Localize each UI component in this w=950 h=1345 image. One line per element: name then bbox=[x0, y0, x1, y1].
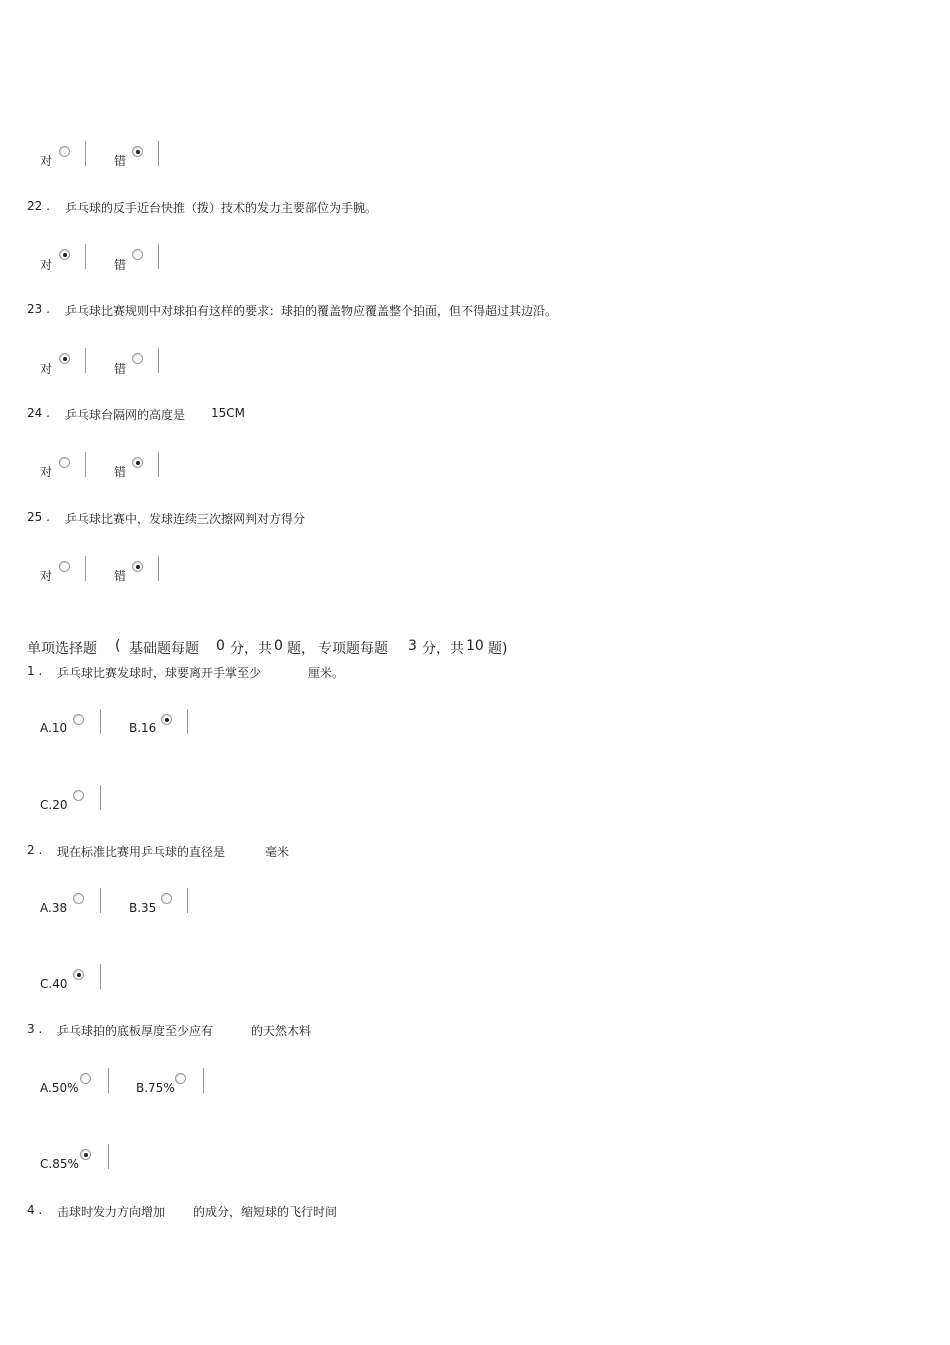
option-c-radio[interactable] bbox=[80, 1149, 91, 1160]
false-option-label: 错 bbox=[114, 569, 127, 583]
question-text: 乒乓球比赛规则中对球拍有这样的要求：球拍的覆盖物应覆盖整个拍面，但不得超过其边沿。 bbox=[65, 304, 558, 318]
true-radio[interactable] bbox=[59, 353, 70, 364]
divider bbox=[158, 452, 159, 477]
divider bbox=[158, 141, 159, 166]
question-number: 24 . bbox=[27, 406, 50, 420]
option-a-label: A.10 bbox=[40, 721, 68, 735]
divider bbox=[85, 348, 86, 373]
question-text: 乒乓球比赛发球时，球要离开手掌至少 bbox=[57, 666, 262, 680]
option-c-radio[interactable] bbox=[73, 969, 84, 980]
divider bbox=[85, 244, 86, 269]
divider bbox=[158, 244, 159, 269]
basic-count: 0 bbox=[274, 638, 283, 654]
false-option-label: 错 bbox=[114, 465, 127, 479]
option-a-radio[interactable] bbox=[80, 1073, 91, 1084]
question-suffix: 的天然木料 bbox=[251, 1024, 312, 1038]
question-text: 乒乓球的反手近台快推（拨）技术的发力主要部位为手腕。 bbox=[65, 201, 378, 215]
divider bbox=[85, 141, 86, 166]
question-text: 乒乓球拍的底板厚度至少应有 bbox=[57, 1024, 214, 1038]
false-radio[interactable] bbox=[132, 457, 143, 468]
false-radio[interactable] bbox=[132, 353, 143, 364]
true-option-label: 对 bbox=[40, 569, 53, 583]
option-a-label: A.38 bbox=[40, 901, 68, 915]
true-radio[interactable] bbox=[59, 561, 70, 572]
option-b-radio[interactable] bbox=[161, 714, 172, 725]
question-text: 乒乓球台隔网的高度是 bbox=[65, 408, 186, 422]
special-score: 3 bbox=[408, 638, 417, 654]
true-radio[interactable] bbox=[59, 249, 70, 260]
divider bbox=[187, 709, 188, 734]
question-suffix: 的成分，缩短球的飞行时间 bbox=[193, 1205, 338, 1219]
question-number: 22 . bbox=[27, 199, 50, 213]
option-c-label: C.40 bbox=[40, 977, 68, 991]
option-b-radio[interactable] bbox=[175, 1073, 186, 1084]
true-radio[interactable] bbox=[59, 457, 70, 468]
section-title: 单项选择题 bbox=[27, 641, 97, 657]
basic-score: 0 bbox=[216, 638, 225, 654]
false-radio[interactable] bbox=[132, 249, 143, 260]
section-paren-open: ( bbox=[115, 638, 121, 654]
special-mid: 分，共 bbox=[422, 641, 464, 657]
option-c-label: C.85% bbox=[40, 1157, 79, 1171]
false-option-label: 错 bbox=[114, 362, 127, 376]
true-option-label: 对 bbox=[40, 154, 53, 168]
question-suffix: 厘米。 bbox=[308, 666, 345, 680]
special-count: 10 bbox=[466, 638, 484, 654]
true-option-label: 对 bbox=[40, 258, 53, 272]
option-c-label: C.20 bbox=[40, 798, 68, 812]
false-radio[interactable] bbox=[132, 561, 143, 572]
divider bbox=[158, 348, 159, 373]
true-option-label: 对 bbox=[40, 465, 53, 479]
divider bbox=[100, 888, 101, 913]
question-text: 击球时发力方向增加 bbox=[57, 1205, 166, 1219]
question-text: 现在标准比赛用乒乓球的直径是 bbox=[57, 845, 226, 859]
question-number: 25 . bbox=[27, 510, 50, 524]
false-radio[interactable] bbox=[132, 146, 143, 157]
divider bbox=[100, 964, 101, 989]
divider bbox=[108, 1068, 109, 1093]
question-number: 1 . bbox=[27, 664, 43, 678]
true-option-label: 对 bbox=[40, 362, 53, 376]
divider bbox=[108, 1144, 109, 1169]
divider bbox=[100, 709, 101, 734]
divider bbox=[158, 556, 159, 581]
divider bbox=[85, 452, 86, 477]
question-suffix: 毫米 bbox=[265, 845, 290, 859]
false-option-label: 错 bbox=[114, 154, 127, 168]
question-number: 3 . bbox=[27, 1022, 43, 1036]
true-radio[interactable] bbox=[59, 146, 70, 157]
question-number: 23 . bbox=[27, 302, 50, 316]
basic-suffix: 题， bbox=[287, 641, 315, 657]
option-b-label: B.75% bbox=[136, 1081, 175, 1095]
option-b-label: B.35 bbox=[129, 901, 157, 915]
divider bbox=[85, 556, 86, 581]
question-text: 乒乓球比赛中，发球连续三次擦网判对方得分 bbox=[65, 512, 306, 526]
divider bbox=[100, 785, 101, 810]
false-option-label: 错 bbox=[114, 258, 127, 272]
option-b-label: B.16 bbox=[129, 721, 157, 735]
question-number: 4 . bbox=[27, 1203, 43, 1217]
question-number: 2 . bbox=[27, 843, 43, 857]
basic-mid: 分，共 bbox=[230, 641, 272, 657]
option-a-radio[interactable] bbox=[73, 893, 84, 904]
divider bbox=[203, 1068, 204, 1093]
option-a-label: A.50% bbox=[40, 1081, 79, 1095]
basic-prefix: 基础题每题 bbox=[129, 641, 199, 657]
question-text-suffix: 15CM bbox=[211, 406, 246, 420]
special-prefix: 专项题每题 bbox=[318, 641, 388, 657]
option-b-radio[interactable] bbox=[161, 893, 172, 904]
special-suffix: 题) bbox=[488, 641, 508, 657]
option-c-radio[interactable] bbox=[73, 790, 84, 801]
option-a-radio[interactable] bbox=[73, 714, 84, 725]
divider bbox=[187, 888, 188, 913]
